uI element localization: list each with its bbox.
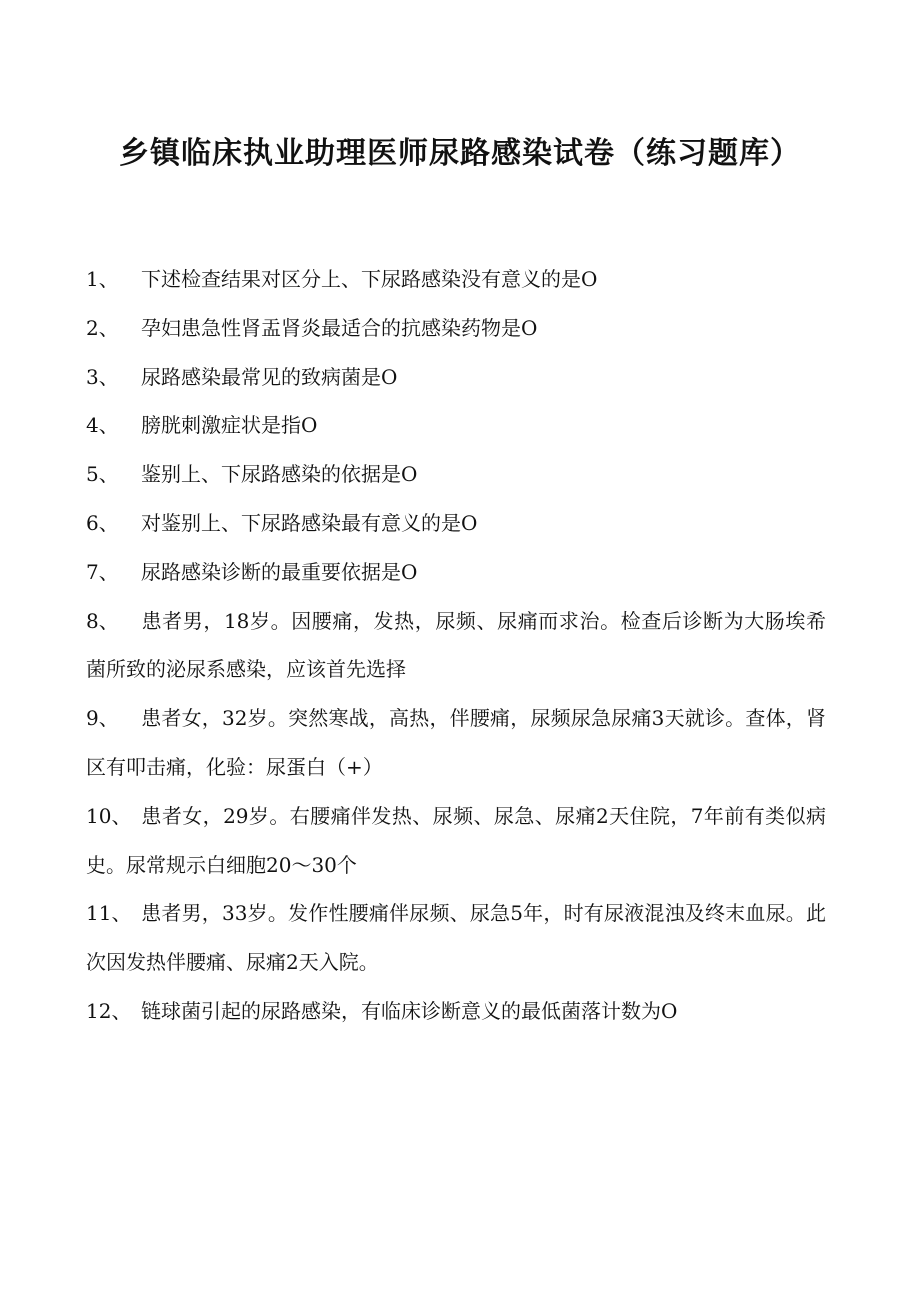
question-number: 11、 [86,901,132,926]
question-item [86,450,826,499]
question-number: 7、 [86,559,119,584]
question-text: 尿路感染最常见的致病菌是O [141,364,398,389]
question-number: 6、 [86,510,119,535]
question-number: 5、 [86,462,119,487]
question-text: 孕妇患急性肾盂肾炎最适合的抗感染药物是O [141,315,538,340]
question-item [86,304,826,353]
question-number: 1、 [86,267,119,291]
question-number: 9、 [86,706,119,731]
question-text: 患者女，32岁。突然寒战，高热，伴腰痛，尿频尿急尿痛3天就诊。查体，肾区有叩击痛，化验：尿蛋白（+） [86,706,826,779]
question-list [86,255,826,1036]
question-item [86,255,826,304]
question-text: 患者男，18岁。因腰痛，发热，尿频、尿痛而求治。检查后诊断为大肠埃希菌所致的泌尿系感染，应该首先选择 [86,608,826,682]
question-text: 对鉴别上、下尿路感染最有意义的是O [141,510,478,535]
question-item [86,401,826,450]
document-title: 乡镇临床执业助理医师尿路感染试卷（练习题库） [119,136,801,171]
question-text: 患者女，29岁。右腰痛伴发热、尿频、尿急、尿痛2天住院，7年前有类似病史。尿常规示白细胞20～30个 [86,803,826,877]
question-text: 患者男，33岁。发作性腰痛伴尿频、尿急5年，时有尿液混浊及终末血尿。此次因发热伴腰痛、尿痛2天入院。 [86,901,826,975]
question-item [86,889,826,987]
question-number: 12、 [86,998,132,1023]
question-text: 下述检查结果对区分上、下尿路感染没有意义的是O [141,267,598,291]
question-text: 尿路感染诊断的最重要依据是O [141,559,418,584]
question-item [86,987,826,1036]
question-number: 4、 [86,413,119,438]
question-item [86,353,826,402]
question-item [86,499,826,548]
question-item [86,548,826,597]
question-number: 2、 [86,315,119,340]
question-number: 3、 [86,364,119,389]
question-text: 膀胱刺激症状是指O [141,413,318,438]
question-number: 10、 [86,803,132,828]
question-text: 链球菌引起的尿路感染，有临床诊断意义的最低菌落计数为O [141,998,678,1023]
question-item [86,792,826,890]
question-number: 8、 [86,608,119,633]
question-item [86,694,826,792]
question-text: 鉴别上、下尿路感染的依据是O [141,462,418,487]
question-item [86,597,826,695]
